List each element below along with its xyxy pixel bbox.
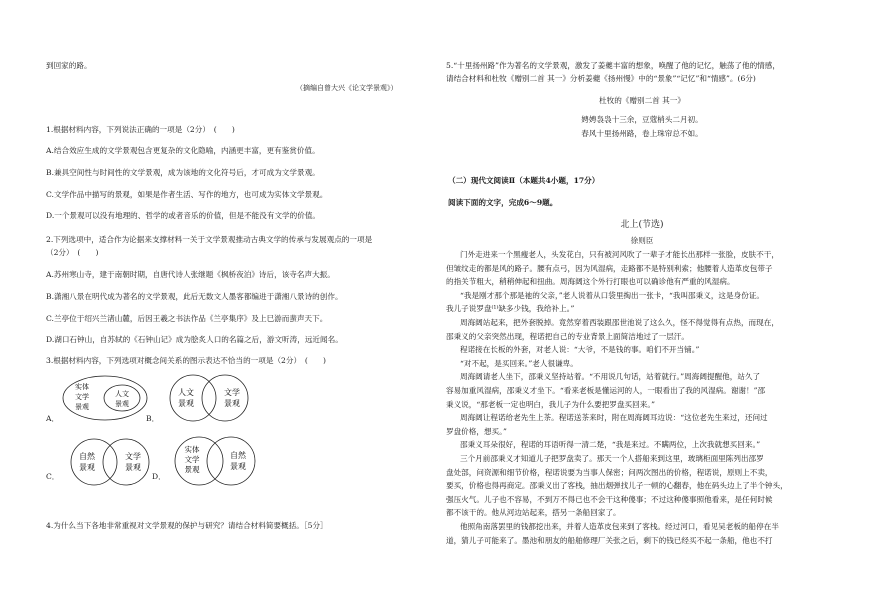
article-author: 徐则臣 (630, 236, 654, 245)
venn-d-c1-l3: 景观 (184, 465, 200, 474)
venn-diagram-c (60, 436, 160, 488)
venn-c-c1-l1: 自然 (79, 452, 95, 461)
venn-d-c2-l2: 景观 (230, 462, 246, 471)
section-heading: （二）现代文阅读Ⅱ（本题共4小题，17分） (448, 176, 600, 185)
venn-diagram-a (60, 373, 150, 423)
article-line: 我儿子说罗盘⁽¹⁾缺多少钱，我给补上。” (446, 304, 575, 314)
q2-option-a: A.苏州寒山寺，建于南朝时期，自唐代诗人张继题《枫桥夜泊》诗后，该寺名声大振。 (46, 270, 335, 279)
q2-option-d: D.湖口石钟山，自苏轼的《石钟山记》成为脍炙人口的名篇之后，游文听涛，远近闻名。 (46, 335, 343, 344)
venn-c-c1-l2: 景观 (79, 463, 95, 472)
source-citation: （摘编自曾大兴《论文学景观》） (296, 84, 398, 92)
question-5-line2: 请结合材料和杜牧《赠别二首 其一》分析姜夔《扬州慢》中的“景象”“记忆”和“情感”。(6分) (446, 74, 756, 83)
q1-option-b: B.兼具空间性与时间性的文学景观，成为该地的文化符号后，才可成为文学景观。 (46, 168, 320, 177)
q1-option-c: C.文学作品中描写的景观，如果是作者生活、写作的地方，也可成为实体文学景观。 (46, 190, 328, 199)
question-2-stem: 2.下列选项中，适合作为论据来支撑材料一关于文学景观推动古典文学的传承与发展观点的一项是 (46, 235, 373, 244)
q1-option-d: D.一个景观可以没有地理的、哲学的或者音乐的价值，但是不能没有文学的价值。 (46, 211, 321, 220)
article-line: 程诺接在长板的外套，对老人说：“大爷，不是钱的事。咱们不开当铺。” (460, 345, 700, 355)
article-line: 道，猜儿子可能来了。墨池和朋友的船舶修理厂关张之后，剩下的钱已经买不起一条船，他也不打 (446, 535, 773, 545)
q1-option-a: A.结合效应生成的文学景观包含更复杂的文化隐喻，内涵更丰富，更有鉴赏价值。 (46, 146, 320, 155)
article-title: 北上(节选) (620, 220, 664, 230)
question-1-stem: 1.根据材料内容，下列说法正确的一项是（2分） ( ) (46, 125, 235, 134)
article-line: 强压火气。儿子也不容易，不到万不得已也不会干这种傻事；不过这种傻事照他看来，是任何时候 (446, 494, 773, 504)
article-line: 但皱纹走的都是风的路子。腰有点弓，因为风湿病，走路都不是特别利索；他腰着人造革皮包带子 (446, 263, 773, 273)
article-line: 秉义说，“那老板一定也明白，我儿子为什么要把罗盘买回来。” (446, 399, 655, 409)
text-line: 到回家的路。 (46, 61, 92, 70)
q3-option-c-label: C． (46, 472, 60, 481)
q3-option-a-label: A． (46, 414, 60, 423)
question-5-line1: 5.“十里扬州路”作为著名的文学景观，激发了姜夔丰富的想象，唤醒了他的记忆，触荡了他的情感， (446, 61, 780, 70)
venn-a-inner-l2: 景观 (115, 400, 129, 408)
article-line: 周海阔站起来，把外套脱掉。竟然穿着西装跟邵世池说了这么久，怪不得觉得有点热，而现在， (460, 318, 779, 327)
article-line: 邵秉义的父亲突然出现，程诺把自己的专业背景上面简洁地过了一层汗。 (446, 331, 689, 341)
venn-b-c2-l2: 景观 (224, 399, 240, 408)
venn-a-inner-l1: 人文 (115, 390, 129, 398)
article-line: 罗盘价格，想买。” (446, 426, 507, 436)
article-line: 容易加重风湿病，邵秉义才坐下。“看来老板是懂运河的人，一眼看出了我的风湿病。谢谢！”邵 (446, 386, 766, 395)
article-line: 门外走进来一个黑瘦老人，头发花白，只有被河风吹了一辈子才能长出那样一张脸，皮肤不干， (460, 250, 779, 259)
q2-option-b: B.潇湘八景在明代成为著名的文学景观，此后无数文人墨客都编进于潇湘八景诗的创作。 (46, 292, 343, 301)
venn-c-c2-l1: 文学 (125, 452, 141, 461)
question-4-stem: 4.为什么当下各地非常重视对文学景观的保护与研究？请结合材料简要概括。［5分］ (46, 521, 328, 530)
question-3-stem: 3.根据材料内容，下列选项对概念间关系的图示表达不恰当的一项是（2分） ( ) (46, 356, 326, 365)
venn-a-outer-l1: 实体 (75, 383, 89, 391)
poem-line-1: 娉娉袅袅十三余，豆蔻梢头二月初。 (581, 115, 703, 124)
venn-diagram-d (165, 434, 265, 488)
venn-b-c2-l1: 文学 (224, 388, 240, 397)
article-line: 他照角南落罢里的钱都挖出来，并着人造革皮包来到了客栈。经过河口，看见吴老板的船停在半 (460, 522, 779, 531)
q3-option-b-label: B． (146, 414, 160, 423)
reading-instruction: 阅读下面的文字，完成6～9题。 (448, 198, 558, 207)
article-line: 的指关节粗大，稍稍伸起和扭曲。周海阔这个外行打眼也可以确诊他有严重的风湿病。 (446, 277, 735, 287)
article-line: 周海阔让程诺给老先生上茶。程诺送茶来时，附在周海阔耳边说：“这位老先生来过，还问过 (460, 413, 768, 423)
venn-d-c1-l2: 文学 (184, 455, 200, 464)
venn-d-c1-l1: 实体 (184, 445, 200, 454)
venn-b-c1-l2: 景观 (178, 399, 194, 408)
article-line: “我是刚才那个那是祂的父亲，”老人说着从口袋里掏出一张卡，“我叫邵秉义，这是身份证。 (460, 290, 764, 300)
article-line: 盘处部，问资源和细节价格，程诺说要为当事人保密；问两次图出的价格，程诺说，原则上不卖， (446, 467, 773, 477)
article-line: “对不起，是买回来。”老人很谦卑。 (460, 358, 578, 368)
poem-line-2: 春风十里扬州路，卷上珠帘总不如。 (581, 129, 703, 138)
venn-c-c2-l2: 景观 (125, 463, 141, 472)
q2-option-c: C.兰亭位于绍兴兰渚山麓，后因王羲之书法作品《兰亭集序》及上巳游而蜚声天下。 (46, 314, 328, 323)
article-line: 三个月前邵秉义才知道儿子把罗盘卖了。那天一个人搭船来到这里，玻璃柜面里陈列出邵罗 (460, 454, 764, 463)
article-line: 周海阔请老人坐下，邵秉义坚持站着。“不用说几句话，站着就行。”周海阔提醒他，站久了 (460, 372, 761, 382)
venn-a-outer-l2: 文学 (75, 393, 89, 401)
venn-diagram-b (159, 372, 259, 424)
article-line: 邵秉义耳朵很好，程诺的耳语听得一清二楚，“我是来过。不瞒两位，上次我就想买回来。” (460, 440, 761, 450)
venn-b-c1-l1: 人文 (178, 388, 194, 397)
venn-d-c2-l1: 自然 (230, 451, 246, 460)
article-line: 都不该干的。他从河边站起来，搭另一条船回家了。 (446, 508, 621, 518)
question-2-stem-cont: （2分） ( ) (46, 248, 99, 257)
article-line: 要买，价格也得再商定。邵秉义出了客栈，抽出烟弹找儿子一顿的心翻春，他在码头边上了半个钟头， (446, 481, 788, 491)
q3-option-d-label: D． (152, 472, 166, 481)
poem-title: 杜牧的《赠别二首 其一》 (599, 96, 685, 105)
venn-a-outer-l3: 景观 (75, 403, 89, 411)
